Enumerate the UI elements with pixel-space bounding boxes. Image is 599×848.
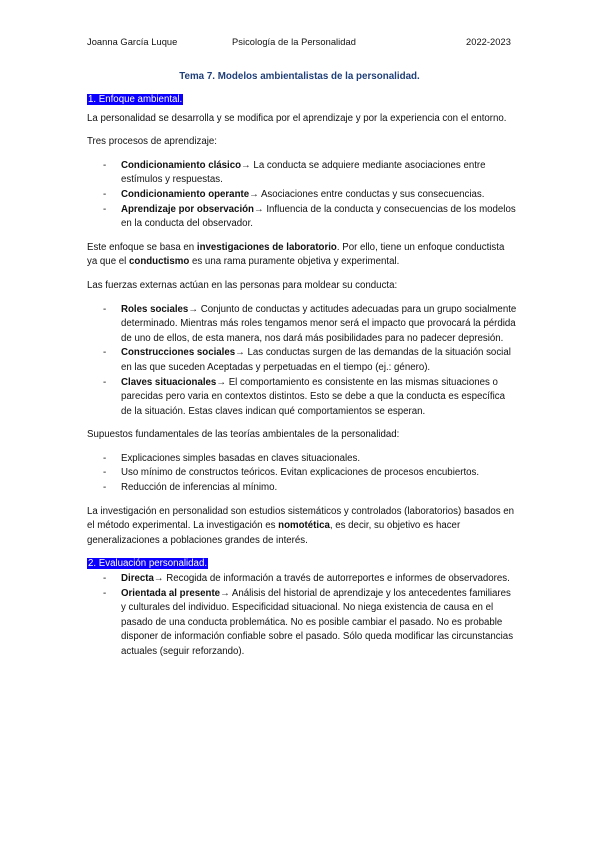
list-item: - Reducción de inferencias al mínimo. bbox=[87, 481, 517, 496]
investigacion-paragraph: La investigación en personalidad son estudios sistemáticos y controlados (laboratorios) basados en el método experimental. La investigación es nomotética, es decir, su objetivo es hacer generalizaciones a poblaciones grandes de interés. bbox=[87, 505, 515, 546]
header-year: 2022-2023 bbox=[466, 37, 511, 47]
list-item: - Construcciones sociales→ Las conductas surgen de las demandas de la situación social en las que suceden Aceptadas y perpetuadas en el tiempo (ej.: género). bbox=[87, 346, 517, 375]
list-item: - Orientada al presente→ Análisis del historial de aprendizaje y los antecedentes familiares y culturales del individuo. Especificidad situacional. No niega existencia de causa en el pasado de una conducta problemática. No es posible cambiar el pasado. No es probable disponer de información confiable sobre el pasado. Sólo queda modificar las circunstancias actuales (seguir reforzando). bbox=[87, 587, 517, 660]
list-item: - Condicionamiento clásico→ La conducta se adquiere mediante asociaciones entre estímulos y respuestas. bbox=[87, 159, 517, 188]
enfoque-paragraph: Este enfoque se basa en investigaciones de laboratorio. Por ello, tiene un enfoque conductista ya que el conductismo es una rama puramente objetiva y experimental. bbox=[87, 241, 505, 268]
section-2-heading bbox=[87, 557, 517, 572]
supuestos-list bbox=[87, 452, 517, 496]
header-subject: Psicología de la Personalidad bbox=[232, 37, 356, 47]
list-item: - Directa→ Recogida de información a través de autorreportes e informes de observadores. bbox=[87, 572, 517, 587]
document-body bbox=[87, 93, 517, 669]
section-1-intro: La personalidad se desarrolla y se modifica por el aprendizaje y por la experiencia con el entorno. bbox=[87, 112, 507, 124]
header-author: Joanna García Luque bbox=[87, 37, 178, 47]
list-item: - Claves situacionales→ El comportamiento es consistente en las mismas situaciones o parecidas pero varia en contextos distintos. Esto se debe a que la conducta es específica de la situación. Estas claves indican qué comportamientos se esperan. bbox=[87, 376, 517, 420]
list-item: - Explicaciones simples basadas en claves situacionales. bbox=[87, 452, 517, 467]
procesos-intro: Tres procesos de aprendizaje: bbox=[87, 136, 217, 148]
list-item: - Uso mínimo de constructos teóricos. Evitan explicaciones de procesos encubiertos. bbox=[87, 466, 517, 481]
list-item: - Roles sociales→ Conjunto de conductas y actitudes adecuadas para un grupo socialmente determinado. Mientras más roles tengamos menor será el impacto que provocará la pérdida de uno de ellos, de esta manera, nos dará más posibilidades para no padecer depresión. bbox=[87, 303, 517, 347]
page-title: Tema 7. Modelos ambientalistas de la personalidad. bbox=[179, 71, 420, 82]
list-item: - Condicionamiento operante→ Asociaciones entre conductas y sus consecuencias. bbox=[87, 188, 517, 203]
fuerzas-list bbox=[87, 303, 517, 420]
supuestos-intro: Supuestos fundamentales de las teorías ambientales de la personalidad: bbox=[87, 429, 400, 441]
evaluacion-list bbox=[87, 572, 517, 660]
procesos-list bbox=[87, 159, 517, 232]
section-1-heading bbox=[87, 93, 517, 108]
section-2-heading-text: 2. Evaluación personalidad. bbox=[88, 558, 208, 570]
section-1-heading-text: 1. Enfoque ambiental. bbox=[88, 94, 183, 105]
list-item: - Aprendizaje por observación→ Influencia de la conducta y consecuencias de los modelos en la conducta del observador. bbox=[87, 203, 517, 232]
fuerzas-intro: Las fuerzas externas actúan en las personas para moldear su conducta: bbox=[87, 279, 398, 291]
